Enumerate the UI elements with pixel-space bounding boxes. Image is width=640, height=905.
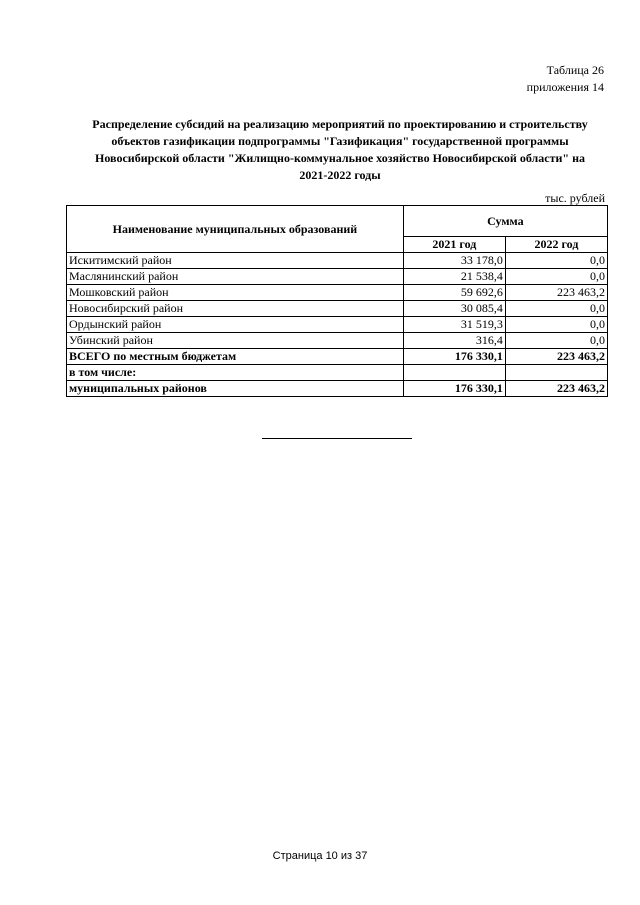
total-value-2021: 176 330,1 — [403, 349, 505, 365]
including-empty-2022 — [505, 365, 607, 381]
row-value-2022: 0,0 — [505, 317, 607, 333]
municipal-row — [67, 381, 608, 397]
title-line-4: 2021-2022 годы — [299, 168, 381, 182]
row-value-2022: 0,0 — [505, 301, 607, 317]
total-row — [67, 349, 608, 365]
row-value-2021: 31 519,3 — [403, 317, 505, 333]
appendix-label: приложения 14 — [526, 80, 604, 94]
table-row — [67, 333, 608, 349]
document-title — [70, 116, 610, 184]
subsidy-table — [66, 205, 608, 397]
row-name: Искитимский район — [67, 253, 404, 269]
municipal-value-2021: 176 330,1 — [403, 381, 505, 397]
column-header-2022: 2022 год — [505, 237, 607, 253]
title-line-1: Распределение субсидий на реализацию мероприятий по проектированию и строительству — [92, 117, 588, 131]
row-value-2021: 33 178,0 — [403, 253, 505, 269]
column-header-name: Наименование муниципальных образований — [67, 206, 404, 253]
units-label: тыс. рублей — [545, 191, 605, 205]
total-name: ВСЕГО по местным бюджетам — [67, 349, 404, 365]
municipal-value-2022: 223 463,2 — [505, 381, 607, 397]
table-row — [67, 253, 608, 269]
row-name: Мошковский район — [67, 285, 404, 301]
row-value-2022: 223 463,2 — [505, 285, 607, 301]
table-row — [67, 301, 608, 317]
column-header-sum: Сумма — [403, 206, 607, 237]
row-value-2021: 59 692,6 — [403, 285, 505, 301]
row-value-2022: 0,0 — [505, 269, 607, 285]
table-label: Таблица 26 — [546, 63, 604, 77]
row-value-2021: 30 085,4 — [403, 301, 505, 317]
including-row — [67, 365, 608, 381]
row-value-2022: 0,0 — [505, 253, 607, 269]
row-value-2022: 0,0 — [505, 333, 607, 349]
municipal-name: муниципальных районов — [67, 381, 404, 397]
row-name: Убинский район — [67, 333, 404, 349]
row-value-2021: 316,4 — [403, 333, 505, 349]
page-footer: Страница 10 из 37 — [272, 850, 368, 862]
title-line-2: объектов газификации подпрограммы "Газификация" государственной программы — [111, 134, 569, 148]
column-header-2021: 2021 год — [403, 237, 505, 253]
including-empty-2021 — [403, 365, 505, 381]
row-name: Ордынский район — [67, 317, 404, 333]
title-line-3: Новосибирской области "Жилищно-коммунальное хозяйство Новосибирской области" на — [95, 151, 585, 165]
including-label: в том числе: — [67, 365, 404, 381]
table-number-block — [527, 62, 604, 96]
end-divider — [262, 438, 412, 439]
table-row — [67, 317, 608, 333]
total-value-2022: 223 463,2 — [505, 349, 607, 365]
row-name: Новосибирский район — [67, 301, 404, 317]
table-row — [67, 269, 608, 285]
row-name: Маслянинский район — [67, 269, 404, 285]
row-value-2021: 21 538,4 — [403, 269, 505, 285]
table-row — [67, 285, 608, 301]
